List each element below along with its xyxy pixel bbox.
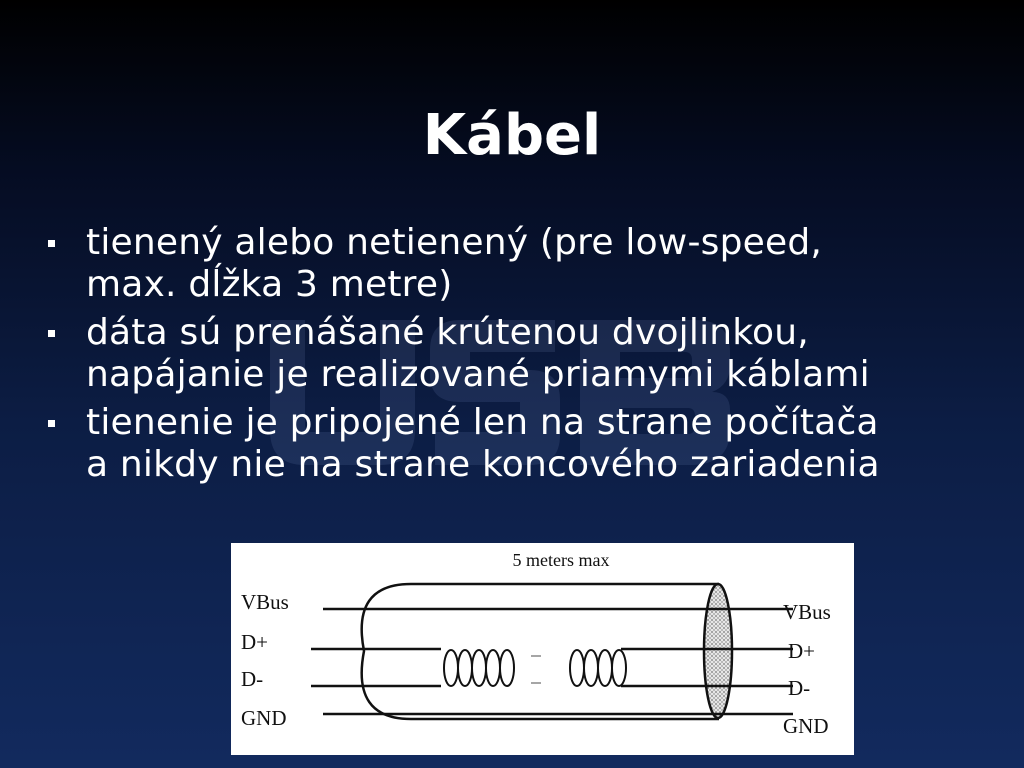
right-label-gnd: GND bbox=[783, 714, 829, 738]
left-label-dminus: D- bbox=[241, 667, 264, 691]
bullet-line: max. dĺžka 3 metre) bbox=[86, 264, 453, 305]
cable-jacket bbox=[362, 584, 719, 719]
twisted-pair-left bbox=[444, 650, 514, 686]
left-label-dplus: D+ bbox=[241, 630, 269, 654]
slide-title: Kábel bbox=[422, 103, 602, 168]
bullet-line: napájanie je realizované priamymi káblami bbox=[86, 354, 870, 395]
bullet-line: dáta sú prenášané krútenou dvojlinkou, bbox=[86, 312, 809, 353]
bullet-square-icon bbox=[48, 330, 55, 337]
right-label-dplus: D+ bbox=[788, 639, 816, 663]
length-label: 5 meters max bbox=[512, 550, 610, 570]
left-label-gnd: GND bbox=[241, 706, 287, 730]
right-label-vbus: VBus bbox=[783, 600, 831, 624]
usb-cable-diagram bbox=[231, 543, 854, 755]
twisted-pair-right bbox=[570, 650, 626, 686]
bullet-item bbox=[44, 222, 1004, 306]
left-label-vbus: VBus bbox=[241, 590, 289, 614]
bullet-line: a nikdy nie na strane koncového zariadenia bbox=[86, 444, 880, 485]
bullet-square-icon bbox=[48, 420, 55, 427]
bullet-item bbox=[44, 312, 1004, 396]
bullet-line: tienenie je pripojené len na strane počítača bbox=[86, 402, 879, 443]
bullet-square-icon bbox=[48, 240, 55, 247]
cable-diagram-svg bbox=[231, 543, 854, 755]
bullet-line: tienený alebo netienený (pre low-speed, bbox=[86, 222, 823, 263]
bullet-item bbox=[44, 402, 1004, 486]
right-label-dminus: D- bbox=[788, 676, 811, 700]
shield-end bbox=[704, 584, 732, 718]
bullet-list bbox=[44, 222, 1004, 492]
